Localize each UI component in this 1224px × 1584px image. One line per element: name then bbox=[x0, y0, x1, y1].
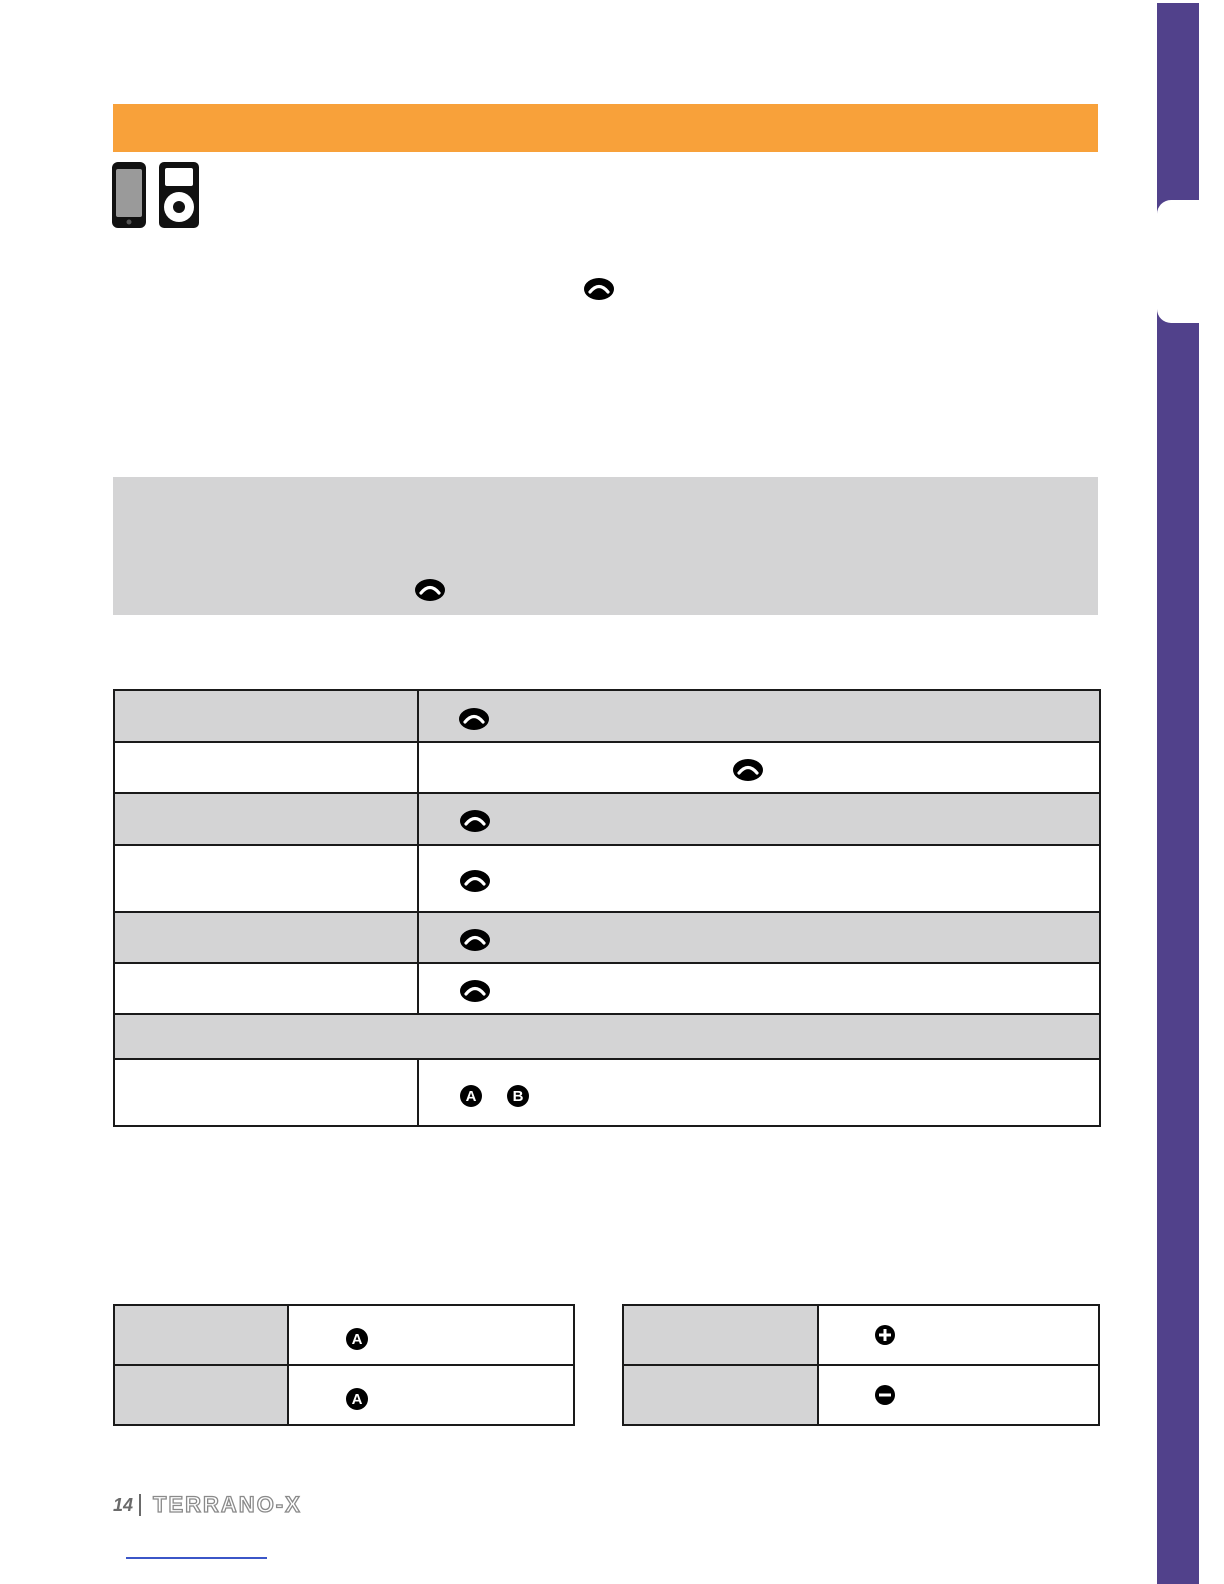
table-cell bbox=[114, 793, 418, 845]
volume-minus-icon bbox=[875, 1385, 895, 1405]
table-cell bbox=[418, 963, 1100, 1014]
left-controls-table bbox=[113, 1304, 575, 1426]
smartphone-icon bbox=[110, 160, 148, 230]
table-row bbox=[114, 845, 1100, 912]
table-cell bbox=[114, 1305, 288, 1365]
table-row bbox=[114, 742, 1100, 793]
table-cell bbox=[288, 1365, 574, 1425]
button-a-icon: A bbox=[460, 1085, 482, 1107]
link-underline bbox=[126, 1557, 267, 1559]
table-cell bbox=[418, 793, 1100, 845]
table-cell bbox=[114, 1059, 418, 1126]
table-cell bbox=[418, 845, 1100, 912]
table-cell bbox=[623, 1305, 818, 1365]
end-call-icon bbox=[459, 708, 489, 730]
table-row bbox=[623, 1365, 1099, 1425]
table-cell bbox=[418, 912, 1100, 963]
table-row bbox=[114, 1059, 1100, 1126]
table-cell bbox=[114, 1365, 288, 1425]
end-call-icon bbox=[460, 810, 490, 832]
end-call-icon bbox=[584, 278, 614, 300]
table-row bbox=[114, 963, 1100, 1014]
header-band bbox=[113, 104, 1098, 152]
page-footer bbox=[113, 1492, 302, 1518]
end-call-icon bbox=[460, 980, 490, 1002]
table-row bbox=[114, 1014, 1100, 1059]
table-row bbox=[114, 793, 1100, 845]
table-cell bbox=[418, 1059, 1100, 1126]
table-cell bbox=[818, 1305, 1099, 1365]
volume-plus-icon bbox=[875, 1325, 895, 1345]
button-b-icon: B bbox=[507, 1085, 529, 1107]
end-call-icon bbox=[460, 870, 490, 892]
footer-separator bbox=[139, 1494, 141, 1516]
table-cell bbox=[114, 845, 418, 912]
right-controls-table bbox=[622, 1304, 1100, 1426]
end-call-icon bbox=[460, 929, 490, 951]
table-cell bbox=[623, 1365, 818, 1425]
table-cell bbox=[114, 742, 418, 793]
page-number: 14 bbox=[113, 1494, 134, 1515]
call-controls-table bbox=[113, 689, 1101, 1127]
brand-name: TERRANO-X bbox=[153, 1492, 302, 1517]
button-a-icon: A bbox=[346, 1328, 368, 1350]
table-cell bbox=[114, 912, 418, 963]
table-section-row bbox=[114, 1014, 1100, 1059]
table-row bbox=[114, 1365, 574, 1425]
table-cell bbox=[418, 690, 1100, 742]
side-tab bbox=[1157, 200, 1199, 323]
button-a-icon: A bbox=[346, 1388, 368, 1410]
end-call-icon bbox=[415, 579, 445, 601]
table-row bbox=[114, 1305, 574, 1365]
table-cell bbox=[418, 742, 1100, 793]
table-cell bbox=[288, 1305, 574, 1365]
table-cell bbox=[818, 1365, 1099, 1425]
end-call-icon bbox=[733, 759, 763, 781]
table-row bbox=[114, 912, 1100, 963]
table-row bbox=[623, 1305, 1099, 1365]
table-cell bbox=[114, 963, 418, 1014]
media-player-icon bbox=[157, 160, 201, 230]
device-icons bbox=[110, 160, 201, 230]
table-cell bbox=[114, 690, 418, 742]
table-row bbox=[114, 690, 1100, 742]
note-box bbox=[113, 477, 1098, 615]
